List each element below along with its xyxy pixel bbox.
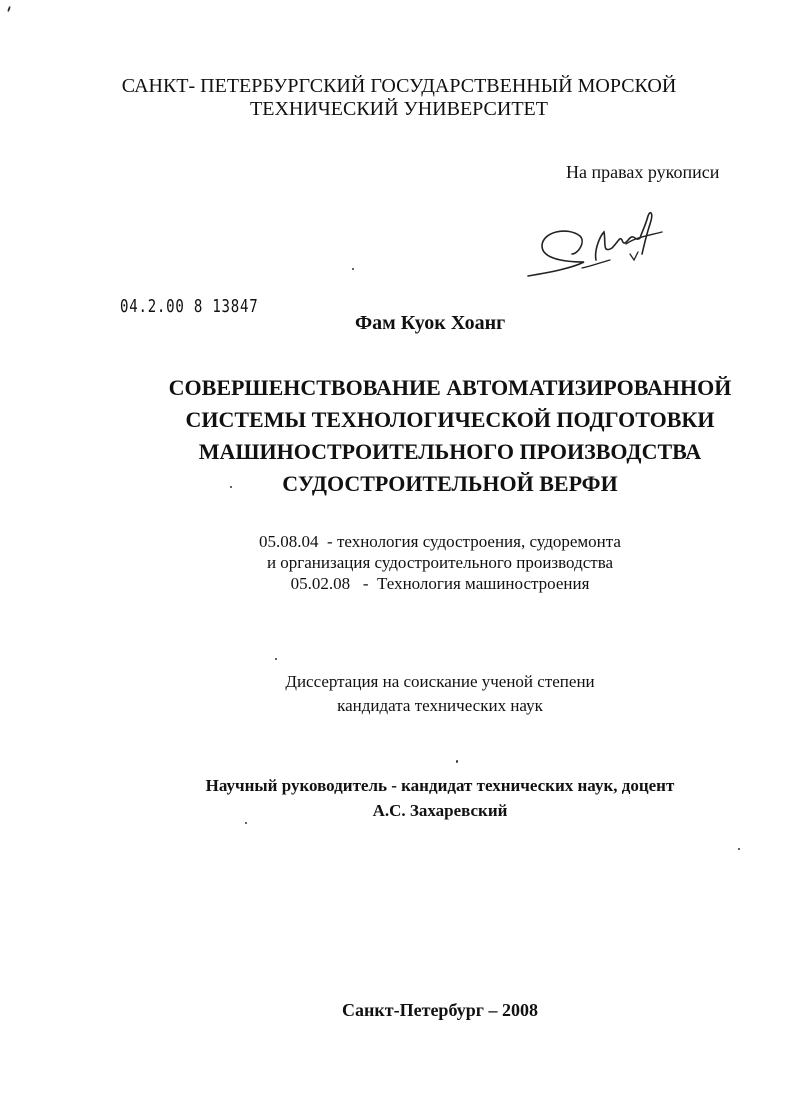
author-name: Фам Куок Хоанг [355, 312, 506, 334]
specialty-line-1: 05.08.04 - технология судостроения, судоремонта [259, 532, 621, 551]
advisor-line-1: Научный руководитель - кандидат технических наук, доцент [205, 776, 675, 795]
city-year: Санкт-Петербург – 2008 [342, 1000, 538, 1020]
scan-speck [275, 658, 277, 660]
title-line-2: СИСТЕМЫ ТЕХНОЛОГИЧЕСКОЙ ПОДГОТОВКИ [185, 407, 715, 432]
signature-image [522, 202, 672, 284]
registration-stamp: 04.2.00 8 13847 [120, 296, 259, 317]
advisor-block [130, 773, 750, 823]
dissertation-title [150, 372, 750, 500]
university-line-1: САНКТ- ПЕТЕРБУРГСКИЙ ГОСУДАРСТВЕННЫЙ МОРСКОЙ [121, 75, 677, 97]
scan-speck [352, 268, 354, 270]
specialty-line-2: и организация судостроительного производства [266, 553, 614, 572]
scan-speck [245, 822, 247, 824]
degree-line-2: кандидата технических наук [337, 696, 543, 715]
rights-note: На правах рукописи [566, 162, 720, 182]
advisor-line-2: А.С. Захаревский [372, 801, 508, 820]
scan-speck [7, 6, 11, 12]
specialty-line-3: 05.02.08 - Технология машиностроения [290, 574, 590, 593]
university-name [0, 75, 798, 121]
specialties-block [180, 531, 700, 594]
title-line-4: СУДОСТРОИТЕЛЬНОЙ ВЕРФИ [282, 471, 618, 496]
university-line-2: ТЕХНИЧЕСКИЙ УНИВЕРСИТЕТ [250, 98, 548, 120]
title-line-3: МАШИНОСТРОИТЕЛЬНОГО ПРОИЗВОДСТВА [198, 439, 702, 464]
degree-line-1: Диссертация на соискание ученой степени [285, 672, 595, 691]
title-line-1: СОВЕРШЕНСТВОВАНИЕ АВТОМАТИЗИРОВАННОЙ [168, 375, 732, 400]
dissertation-degree [180, 670, 700, 718]
scan-speck [738, 848, 740, 850]
scan-speck [456, 760, 458, 763]
scan-speck [230, 486, 232, 488]
